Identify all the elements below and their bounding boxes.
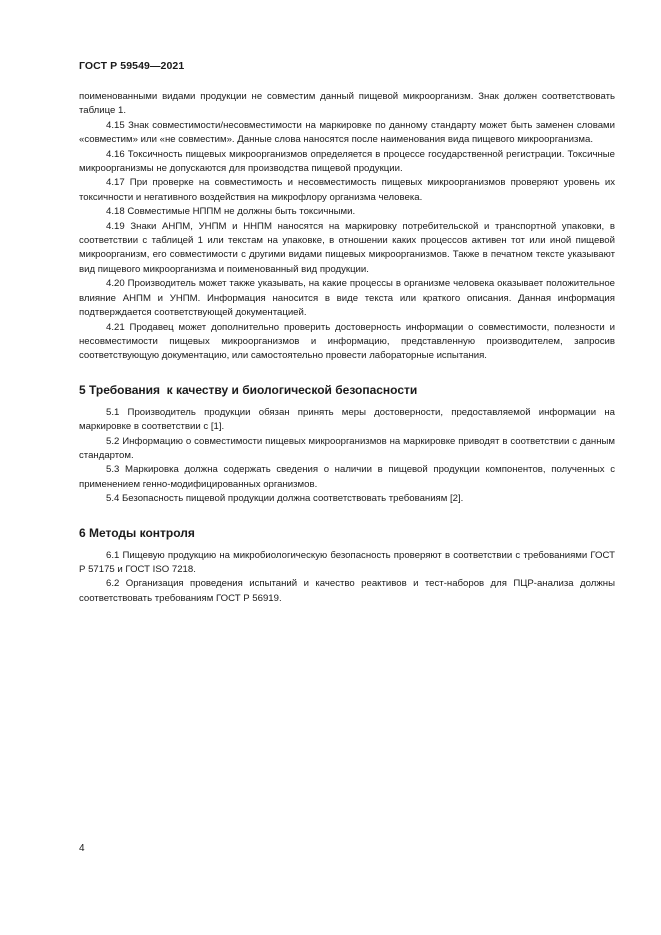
section-6-heading: 6 Методы контроля [79,525,195,540]
paragraph-4-18: 4.18 Совместимые НППМ не должны быть токсичными. [106,206,356,218]
paragraph-4-17: 4.17 При проверке на совместимость и несовместимость пищевых микроорганизмов проверяют уровень их токсичности и негативного воздействия на микрофлору организма человека. [79,177,615,203]
paragraph-4-20: 4.20 Производитель может также указывать, на какие процессы в организме человека оказывает положительное влияние АНПМ и УНПМ. Информация наносится в виде текста или краткого описания. Данная информация подтверждается соответствующей документацией. [79,278,615,319]
paragraph-5-1: 5.1 Производитель продукции обязан принять меры достоверности, предоставляемой информации на маркировке в соответствии с [1]. [79,406,615,433]
document-code-header: ГОСТ Р 59549—2021 [79,60,185,72]
paragraph-5-2: 5.2 Информацию о совместимости пищевых микроорганизмов на маркировке приводят в соответствии с данным стандартом. [79,435,615,461]
document-body [79,90,615,606]
paragraph-continuation: поименованными видами продукции не совместим данный пищевой микроорганизм. Знак должен соответствовать таблице 1. [79,91,615,117]
paragraph-4-16: 4.16 Токсичность пищевых микроорганизмов определяется в процессе государственной регистрации. Токсичные микроорганизмы не допускаются для производства пищевой продукции. [79,148,615,175]
paragraph-4-15: 4.15 Знак совместимости/несовместимости на маркировке по данному стандарту может быть заменен словами «совместим» или «не совместим». Данные слова наносятся после наименования вида пищевого микроорганизма. [79,119,615,146]
paragraph-6-1: 6.1 Пищевую продукцию на микробиологическую безопасность проверяют в соответствии с требованиями ГОСТ Р 57175 и ГОСТ ISO 7218. [79,549,615,575]
paragraph-5-4: 5.4 Безопасность пищевой продукции должна соответствовать требованиям [2]. [106,493,464,505]
paragraph-5-3: 5.3 Маркировка должна содержать сведения о наличии в пищевой продукции компонентов, полученных с применением генно-модифицированных организмов. [79,464,615,490]
paragraph-4-21: 4.21 Продавец может дополнительно проверить достоверность информации о совместимости, полезности и несовместимости пищевых микроорганизмов и информацию, представленную производителем, запросив соответствующую документацию, или самостоятельно провести лабораторные испытания. [79,321,615,362]
section-5-heading: 5 Требования к качеству и биологической безопасности [79,382,418,397]
page-number: 4 [79,843,85,854]
paragraph-4-19: 4.19 Знаки АНПМ, УНПМ и ННПМ наносятся на маркировку потребительской и транспортной упаковки, в соответствии с таблицей 1 или текстам на упаковке, в отношении каких процессов активен тот или иной пищевой микроорганизм, его совместимости с другими видами пищевых микроорганизмов. Также в печатном тексте указывают вид пищевого микроорганизма и поименованный вид продукции. [79,220,615,275]
paragraph-6-2: 6.2 Организация проведения испытаний и качество реактивов и тест-наборов для ПЦР-анализа должны соответствовать требованиям ГОСТ Р 56919. [79,578,615,604]
